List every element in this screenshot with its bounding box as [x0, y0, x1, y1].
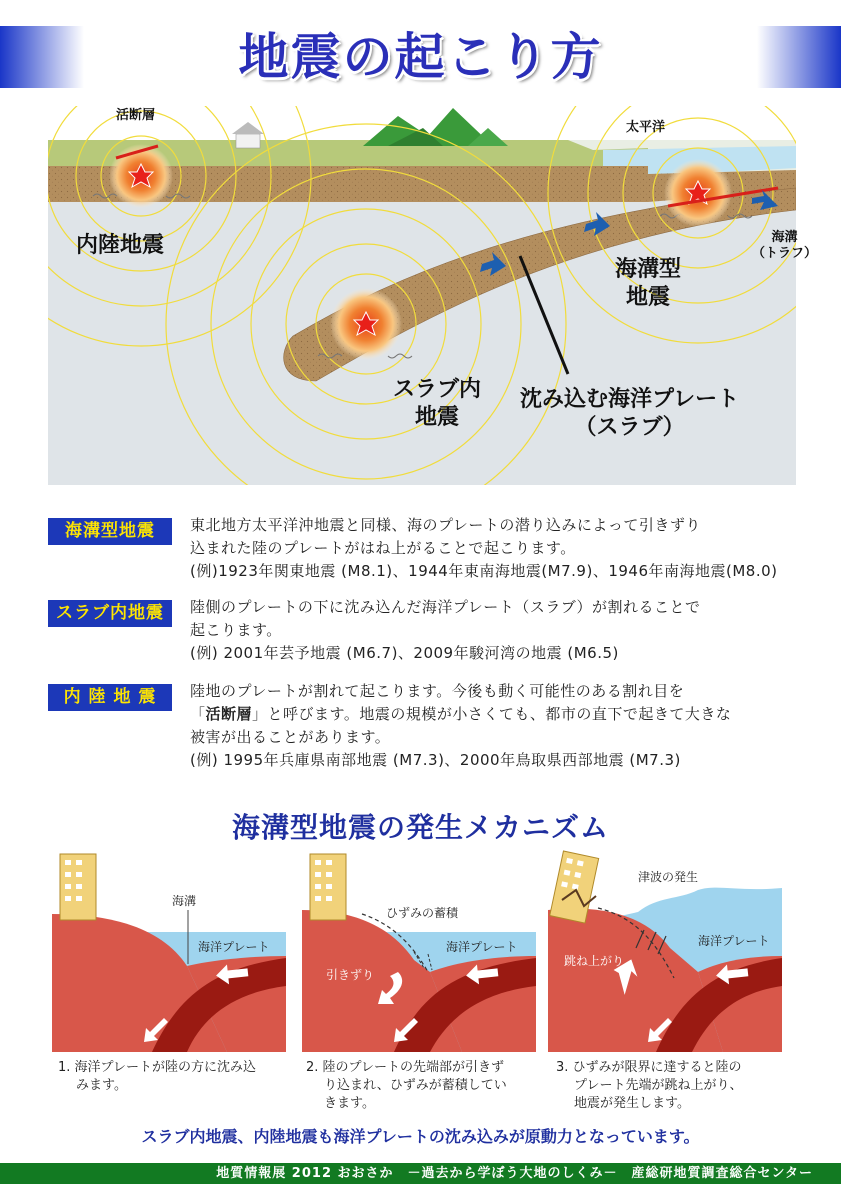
badge-trench-quake: 海溝型地震	[48, 518, 172, 545]
slab-quake-label: スラブ内 地震	[393, 377, 482, 430]
desc-inland-quake: 陸地のプレートが割れて起こります。今後も動く可能性のある割れ目を 「活断層」と呼びます。地震の規模が小さくても、都市の直下で起きて大きな 被害が出ることがあります。 (例) 1995年兵庫県南部地震 (M7.3)、2000年鳥取県西部地震 (M7.3)	[190, 682, 732, 769]
oceanic-plate-label: 海洋プレート	[446, 940, 518, 954]
desc-slab-quake: 陸側のプレートの下に沈み込んだ海洋プレート（スラブ）が割れることで 起こります。 (例) 2001年芸予地震 (M6.7)、2009年駿河湾の地震 (M6.5)	[190, 598, 701, 662]
badge-inland-quake: 内 陸 地 震	[48, 684, 172, 711]
trench-label: 海溝	[172, 894, 197, 908]
desc-trench-quake: 東北地方太平洋沖地震と同様、海のプレートの潜り込みによって引きずり 込まれた陸のプレートがはね上がることで起こります。 (例)1923年関東地震 (M8.1)、1944年東南海地震(M7.9)、1946年南海地震(M8.0)	[190, 516, 778, 580]
caption-3: 3. ひずみが限界に達すると陸の プレート先端が跳ね上がり、 地震が発生します。	[556, 1060, 743, 1111]
rebound-label: 跳ね上がり	[564, 954, 625, 968]
active-fault-term: 活断層	[205, 705, 253, 723]
trench-quake-label: 海溝型 地震	[615, 257, 682, 310]
caption-1: 1. 海洋プレートが陸の方に沈み込 みます。	[58, 1060, 257, 1093]
mechanism-panel-3	[548, 848, 782, 1052]
trench-label: 海溝 （トラフ）	[752, 230, 818, 262]
footer-bar: 地質情報展 2012 おおさか －過去から学ぼう大地のしくみ－ 産総研地質調査総合センター	[0, 1163, 841, 1184]
mechanism-panel-2	[302, 848, 536, 1052]
page-title: 地震の起こり方	[238, 28, 603, 86]
oceanic-plate-label: 海洋プレート	[698, 934, 770, 948]
pacific-label: 太平洋	[626, 120, 666, 135]
drag-label: 引きずり	[326, 968, 375, 982]
active-fault-label: 活断層	[116, 108, 156, 123]
strain-accumulation-label: ひずみの蓄積	[386, 906, 459, 920]
oceanic-plate-label: 海洋プレート	[198, 940, 270, 954]
mechanism-panel-1	[52, 848, 286, 1052]
earthquake-types-diagram	[48, 106, 818, 485]
inland-quake-label: 内陸地震	[76, 233, 165, 258]
tsunami-label: 津波の発生	[638, 870, 699, 884]
caption-2: 2. 陸のプレートの先端部が引きず り込まれ、ひずみが蓄積してい きます。	[306, 1060, 507, 1111]
badge-slab-quake: スラブ内地震	[48, 600, 172, 627]
bottom-note: スラブ内地震、内陸地震も海洋プレートの沈み込みが原動力となっています。	[141, 1127, 700, 1146]
sinking-plate-label: 沈み込む海洋プレート （スラブ）	[520, 387, 740, 440]
mechanism-title: 海溝型地震の発生メカニズム	[231, 811, 609, 844]
